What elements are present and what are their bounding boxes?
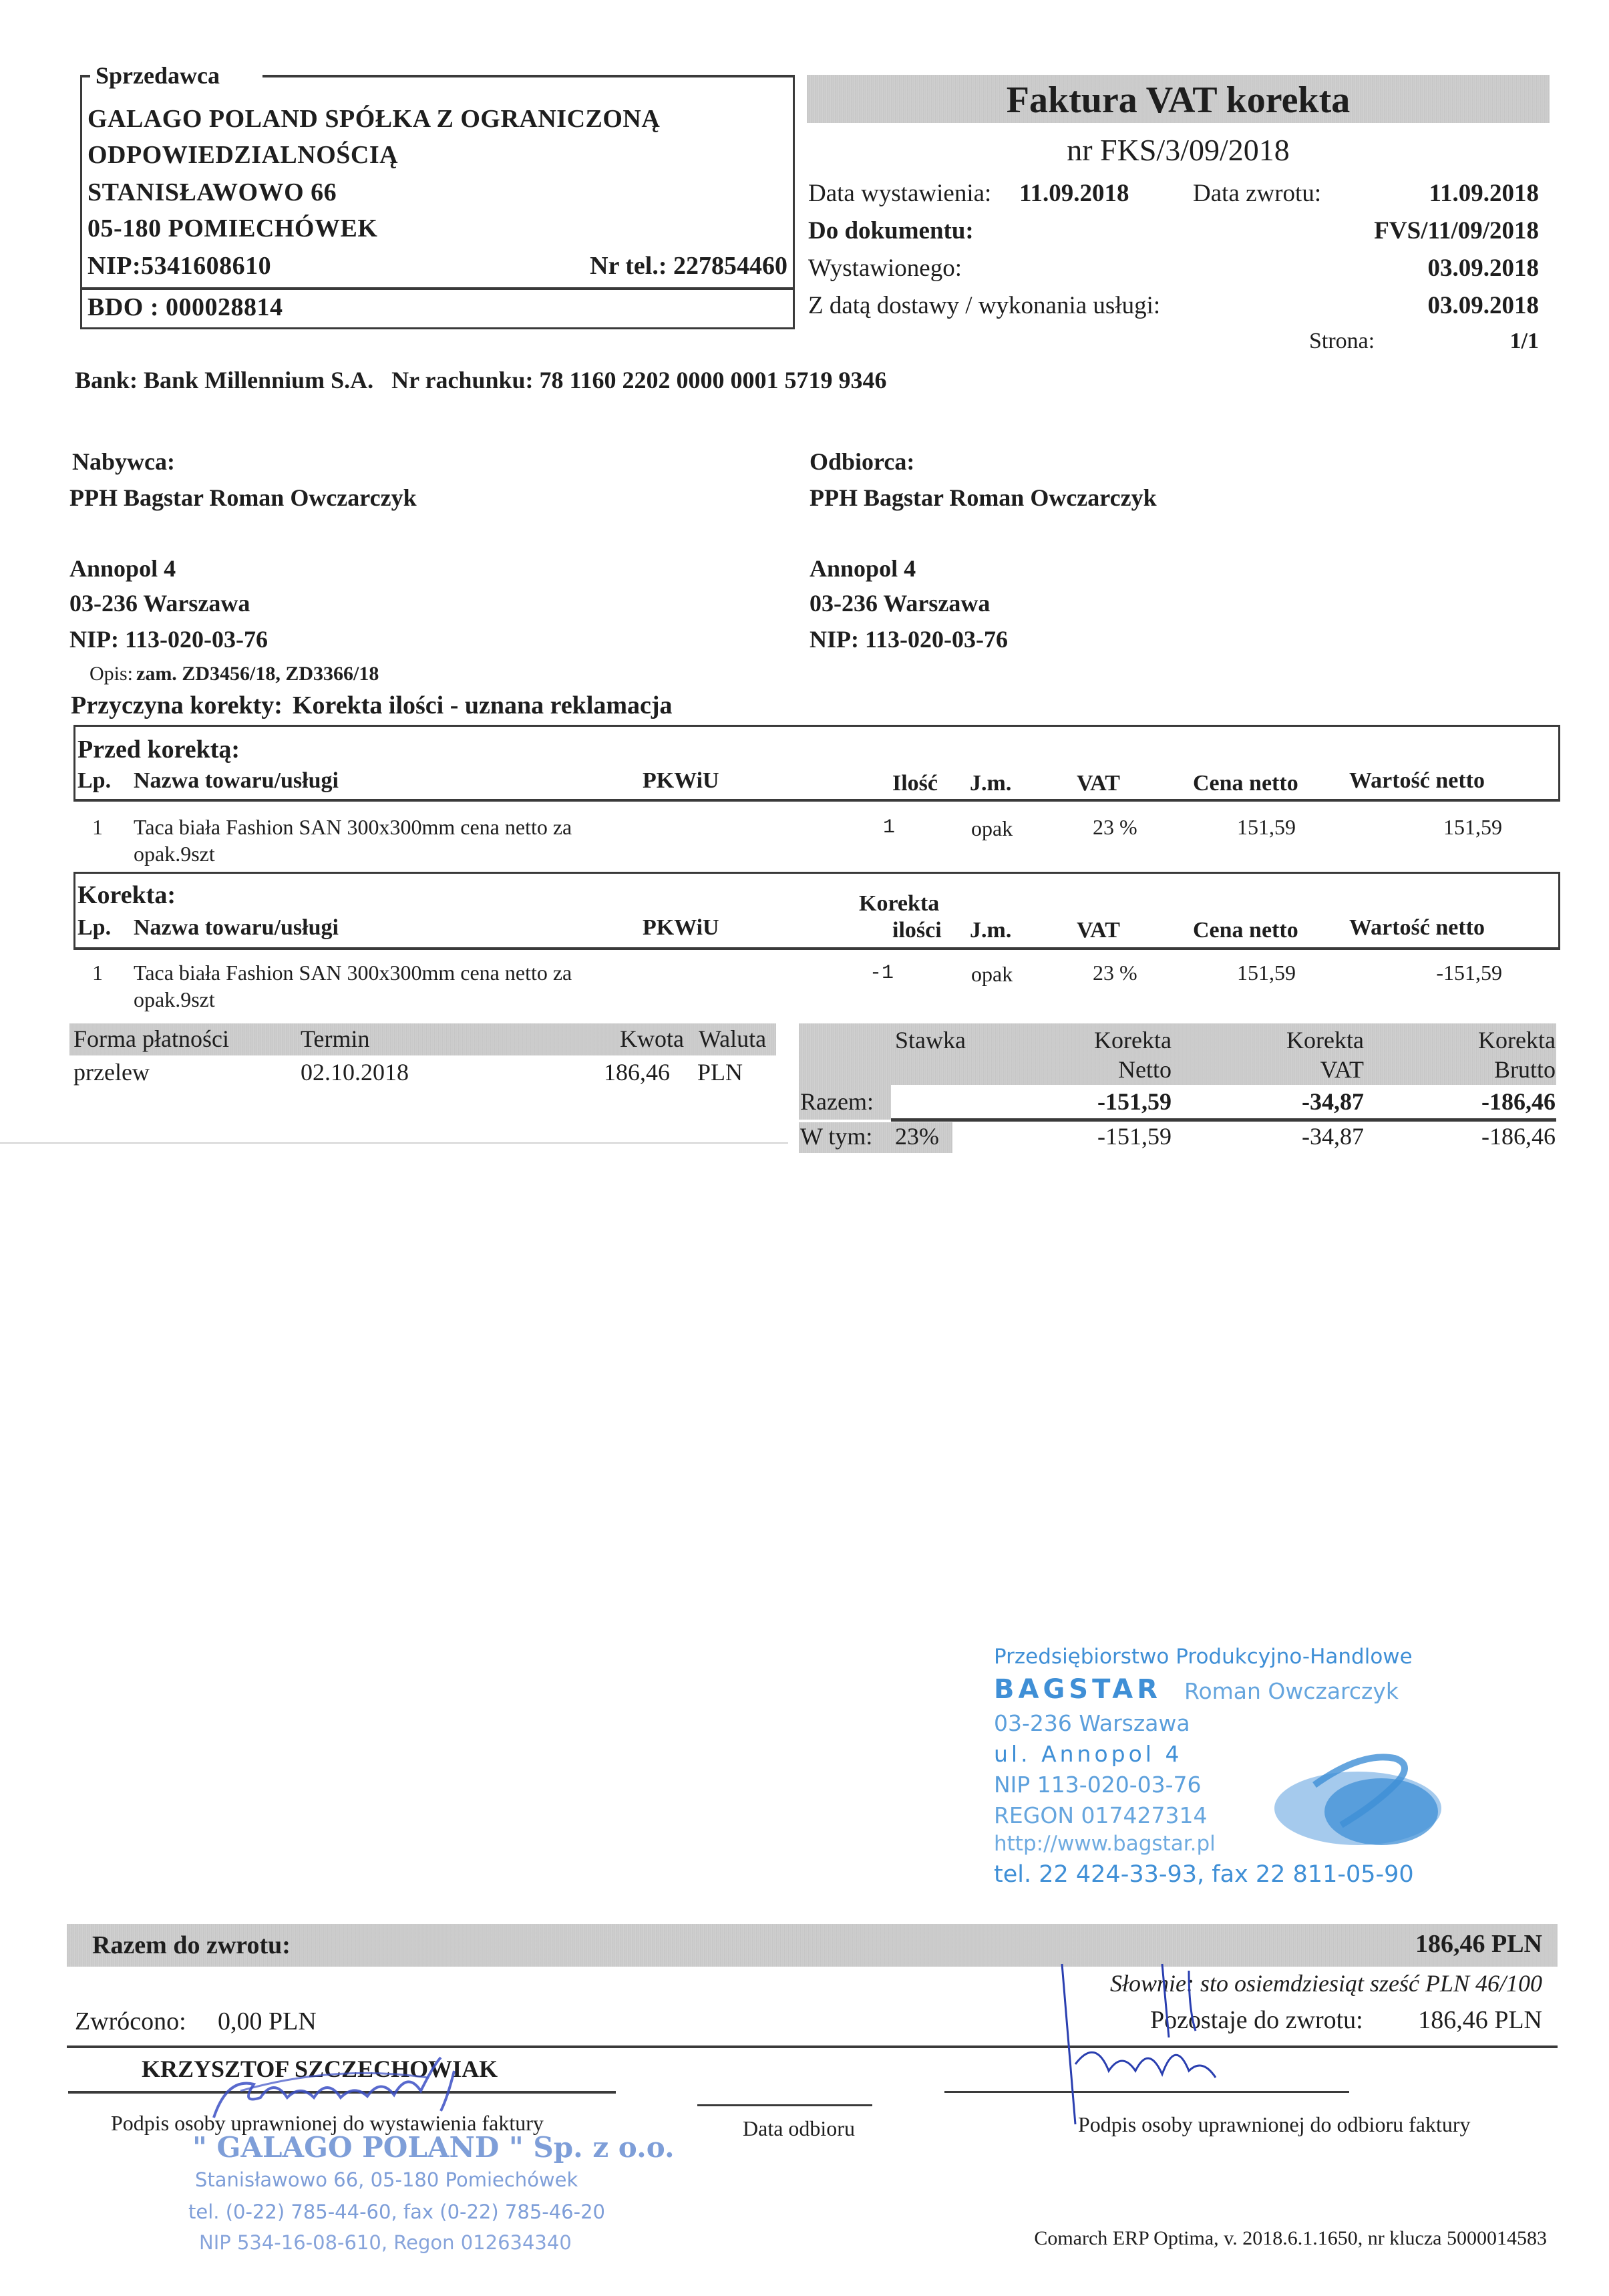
vat-col-vat-l1: Korekta	[1286, 1027, 1364, 1053]
recipient-label: Odbiorca:	[810, 448, 915, 475]
col-lp: Lp.	[77, 768, 112, 793]
payment-col-amount: Kwota	[620, 1025, 684, 1052]
col-vat: VAT	[1077, 918, 1120, 943]
row-name-line2: opak.9szt	[134, 987, 215, 1011]
payment-due: 02.10.2018	[301, 1059, 409, 1086]
col-lp: Lp.	[77, 915, 112, 940]
vat-col-net-l1: Korekta	[1094, 1027, 1172, 1053]
col-qty: Ilość	[892, 771, 938, 796]
seller-bdo: BDO : 000028814	[87, 293, 283, 321]
row-price: 151,59	[1237, 815, 1296, 839]
scan-fold-line	[0, 1142, 788, 1144]
vat-row-label: W tym:	[800, 1123, 873, 1150]
date-received-caption: Data odbioru	[743, 2116, 855, 2140]
seller-label: Sprzedawca	[96, 62, 220, 89]
page-number: 1/1	[1509, 329, 1539, 353]
return-date: 11.09.2018	[1429, 180, 1539, 207]
delivery-label: Z datą dostawy / wykonania usługi:	[808, 292, 1161, 319]
vat-col-gross-l2: Brutto	[1493, 1056, 1556, 1083]
row-name-line1: Taca biała Fashion SAN 300x300mm cena netto za	[134, 815, 572, 839]
payment-col-currency: Waluta	[699, 1025, 767, 1052]
receiver-handwritten-signature	[1055, 1957, 1229, 2138]
description-value: zam. ZD3456/18, ZD3366/18	[136, 663, 379, 685]
issuer-handwritten-signature	[200, 2051, 508, 2131]
document-number: nr FKS/3/09/2018	[1067, 133, 1290, 167]
vat-col-vat-l2: VAT	[1320, 1056, 1364, 1083]
stamp-line: ul. Annopol 4	[994, 1741, 1183, 1767]
payment-method: przelew	[73, 1059, 150, 1086]
document-title: Faktura VAT korekta	[1006, 79, 1351, 121]
col-name: Nazwa towaru/usługi	[134, 915, 339, 940]
vat-total-label: Razem:	[800, 1088, 874, 1115]
return-date-label: Data zwrotu:	[1193, 180, 1322, 207]
row-lp: 1	[92, 815, 103, 839]
row-name-line2: opak.9szt	[134, 842, 215, 866]
stamp-line: 03-236 Warszawa	[994, 1710, 1190, 1736]
stamp-line: Przedsiębiorstwo Produkcyjno-Handlowe	[994, 1645, 1413, 1669]
stamp-line: " GALAGO POLAND " Sp. z o.o.	[192, 2131, 675, 2164]
delivery-date: 03.09.2018	[1427, 292, 1539, 319]
issue-date-label: Data wystawienia:	[808, 180, 992, 207]
document-ref-label: Do dokumentu:	[808, 217, 974, 244]
recipient-nip: NIP: 113-020-03-76	[810, 626, 1008, 653]
col-price: Cena netto	[1193, 771, 1298, 796]
row-lp: 1	[92, 961, 103, 985]
col-unit: J.m.	[970, 771, 1012, 796]
col-pkwiu: PKWiU	[643, 768, 719, 793]
stamp-line: Stanisławowo 66, 05-180 Pomiechówek	[195, 2168, 578, 2191]
vat-row-net: -151,59	[1097, 1123, 1172, 1150]
stamp-line: Roman Owczarczyk	[1184, 1678, 1399, 1704]
row-vat: 23 %	[1093, 815, 1137, 839]
issuer-signature-caption: Podpis osoby uprawnionej do wystawienia faktury	[111, 2111, 544, 2135]
buyer-nip: NIP: 113-020-03-76	[69, 626, 268, 653]
seller-nip: NIP:5341608610	[87, 252, 272, 280]
row-vat: 23 %	[1093, 961, 1137, 985]
issued-label: Wystawionego:	[808, 255, 962, 282]
buyer-company-stamp	[994, 1645, 1448, 1892]
bagstar-logo-icon	[1261, 1745, 1448, 1852]
row-unit: opak	[971, 962, 1013, 986]
row-qty: -1	[870, 962, 894, 985]
reason-label: Przyczyna korekty:	[71, 691, 283, 719]
stamp-line: tel. (0-22) 785-44-60, fax (0-22) 785-46-20	[188, 2200, 605, 2223]
refund-label: Razem do zwrotu:	[92, 1931, 291, 1959]
remaining-label: Pozostaje do zwrotu:	[1150, 2006, 1363, 2034]
issue-date: 11.09.2018	[1019, 180, 1129, 207]
seller-box	[80, 62, 795, 329]
page-label: Strona:	[1309, 329, 1375, 353]
reason-value: Korekta ilości - uznana reklamacja	[293, 691, 673, 719]
row-name-line1: Taca biała Fashion SAN 300x300mm cena netto za	[134, 961, 572, 985]
remaining-value: 186,46 PLN	[1418, 2006, 1542, 2034]
payment-currency: PLN	[697, 1059, 743, 1086]
stamp-line: REGON 017427314	[994, 1802, 1208, 1828]
col-qty-line2: ilości	[892, 918, 942, 943]
correction-table-title: Korekta:	[77, 881, 176, 909]
row-qty: 1	[883, 816, 896, 839]
col-qty-line1: Korekta	[859, 891, 940, 916]
col-name: Nazwa towaru/usługi	[134, 768, 339, 793]
col-value: Wartość netto	[1349, 915, 1485, 940]
seller-city: 05-180 POMIECHÓWEK	[87, 214, 378, 242]
buyer-name: PPH Bagstar Roman Owczarczyk	[69, 484, 417, 511]
row-value: 151,59	[1443, 815, 1502, 839]
amount-in-words: Słownie: sto osiemdziesiąt sześć PLN 46/100	[1110, 1970, 1542, 1997]
stamp-line: NIP 113-020-03-76	[994, 1772, 1202, 1798]
seller-name-line1: GALAGO POLAND SPÓŁKA Z OGRANICZONĄ	[87, 105, 661, 133]
col-unit: J.m.	[970, 918, 1012, 943]
stamp-brand: BAGSTAR	[994, 1674, 1162, 1705]
buyer-city: 03-236 Warszawa	[69, 590, 250, 617]
payment-col-method: Forma płatności	[73, 1025, 229, 1052]
title-bar	[807, 75, 1550, 123]
software-footer: Comarch ERP Optima, v. 2018.6.1.1650, nr klucza 5000014583	[1034, 2227, 1547, 2249]
vat-total-net: -151,59	[1097, 1088, 1172, 1115]
document-ref: FVS/11/09/2018	[1374, 217, 1539, 244]
row-price: 151,59	[1237, 961, 1296, 985]
row-value: -151,59	[1436, 961, 1502, 985]
issued-date: 03.09.2018	[1427, 255, 1539, 282]
payment-amount: 186,46	[604, 1059, 670, 1086]
buyer-label: Nabywca:	[72, 448, 175, 475]
stamp-line: tel. 22 424-33-93, fax 22 811-05-90	[994, 1861, 1414, 1888]
vat-col-net-l2: Netto	[1118, 1056, 1172, 1083]
recipient-name: PPH Bagstar Roman Owczarczyk	[810, 484, 1157, 511]
vat-total-vat: -34,87	[1302, 1088, 1364, 1115]
vat-row-rate: 23%	[895, 1123, 939, 1150]
seller-street: STANISŁAWOWO 66	[87, 178, 337, 206]
seller-name-line2: ODPOWIEDZIALNOŚCIĄ	[87, 141, 399, 169]
bank-account: Bank: Bank Millennium S.A. Nr rachunku: 78 1160 2202 0000 0001 5719 9346	[75, 367, 887, 393]
stamp-line: NIP 534-16-08-610, Regon 012634340	[199, 2231, 572, 2254]
receiver-signature-caption: Podpis osoby uprawnionej do odbioru faktury	[1078, 2112, 1471, 2136]
buyer-street: Annopol 4	[69, 555, 176, 582]
col-vat: VAT	[1077, 771, 1120, 796]
seller-phone: Nr tel.: 227854460	[590, 252, 787, 280]
vat-col-rate: Stawka	[895, 1027, 966, 1053]
issuer-name: KRZYSZTOF SZCZECHOWIAK	[142, 2056, 498, 2082]
description-label: Opis:	[90, 663, 134, 685]
vat-total-gross: -186,46	[1481, 1088, 1556, 1115]
before-table-title: Przed korektą:	[77, 735, 240, 764]
stamp-line: http://www.bagstar.pl	[994, 1832, 1216, 1856]
recipient-city: 03-236 Warszawa	[810, 590, 991, 617]
returned-label: Zwrócono:	[75, 2007, 186, 2035]
vat-row-gross: -186,46	[1481, 1123, 1556, 1150]
returned-value: 0,00 PLN	[218, 2007, 317, 2035]
refund-value: 186,46 PLN	[1415, 1930, 1542, 1958]
row-unit: opak	[971, 816, 1013, 840]
vat-col-gross-l1: Korekta	[1478, 1027, 1556, 1053]
vat-row-vat: -34,87	[1302, 1123, 1364, 1150]
seller-company-stamp	[120, 2131, 675, 2265]
recipient-street: Annopol 4	[810, 555, 916, 582]
col-price: Cena netto	[1193, 918, 1298, 943]
col-pkwiu: PKWiU	[643, 915, 719, 940]
payment-col-due: Termin	[301, 1025, 370, 1052]
col-value: Wartość netto	[1349, 768, 1485, 793]
